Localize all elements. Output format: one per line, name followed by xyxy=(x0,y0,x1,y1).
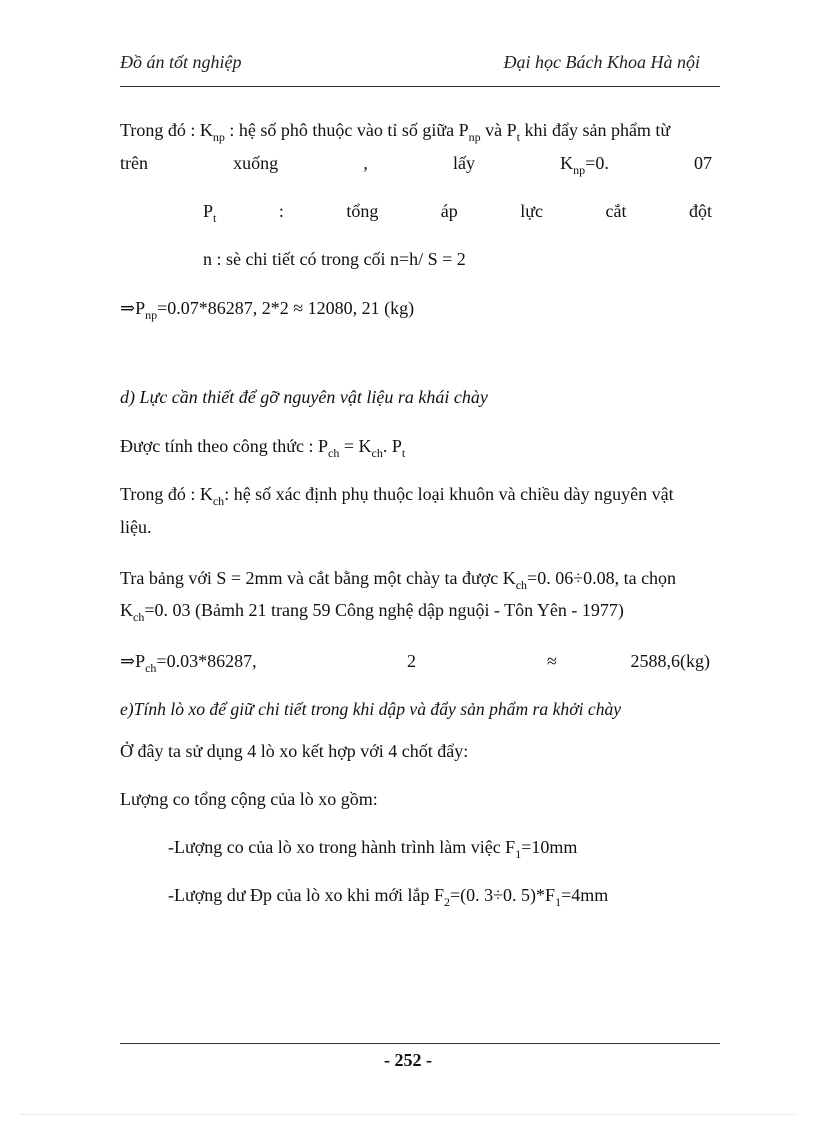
footer-rule xyxy=(120,1043,720,1044)
section-d-heading: d) Lực cần thiết để gỡ nguyên vật liệu ra khái chày xyxy=(120,387,488,407)
pch-result: $\Rightarrow P_{ch}=0.03*86287$, xyxy=(120,651,257,675)
spring-usage-line: Ở đây ta sử dụng 4 lò xo kết hợp với 4 chốt đẩy: xyxy=(120,741,469,761)
coefficient-knp-definition: Trong đó : $K_{np}$ : hệ số phô thuộc vào tỉ số giữa $P_{np}$ và $P_t$ khi đẩy sản phẩm từ xyxy=(120,120,671,144)
spring-item-preload: -Lượng dư Đp của lò xo khi mới lắp $F_2=(0$. 3÷0. $5)*F_1=4mm$ xyxy=(168,885,609,909)
pt-definition-line: $P_t$ : tổng áp lực cắt đột xyxy=(203,201,712,225)
page-bottom-edge xyxy=(20,1114,796,1115)
spring-item-working-stroke: -Lượng co của lò xo trong hành trình làm việc $F_1=10mm$ xyxy=(168,837,578,861)
header-left-title: Đồ án tốt nghiệp xyxy=(120,52,242,72)
kch-definition: Trong đó : $K_{ch}$: hệ số xác định phụ thuộc loại khuôn và chiều dày nguyên vật xyxy=(120,484,674,508)
kch-chosen-value: $K_{ch}=0$. 03 (Bảmh 21 trang 59 Công nghệ dập nguội - Tôn Yên - 1977) xyxy=(120,600,624,624)
header-right-title: Đại học Bách Khoa Hà nội xyxy=(503,52,700,72)
n-definition-line: n : sè chi tiết có trong cối n=h/ S = 2 xyxy=(203,249,466,269)
pch-result-value: 2588,6(kg) xyxy=(630,651,710,671)
pnp-result: $\Rightarrow P_{np}=0.07*86287$, 2*2 ≈ 12080, 21 (kg) xyxy=(120,298,415,322)
coefficient-knp-value-line: trên xuống , lấy $K_{np}=0$. 07 xyxy=(120,153,712,177)
pch-result-approx: ≈ xyxy=(547,651,557,671)
pch-formula: Được tính theo công thức : $P_{ch} = K_{ch}$. $P_t$ xyxy=(120,436,406,460)
section-e-heading: e)Tính lò xo để giữ chi tiết trong khi dập và đẩy sản phẩm ra khởi chày xyxy=(120,699,622,719)
spring-compression-intro: Lượng co tổng cộng của lò xo gồm: xyxy=(120,789,378,809)
kch-definition-continued: liệu. xyxy=(120,517,152,537)
header-rule xyxy=(120,86,720,87)
table-lookup-line: Tra bảng với S = 2mm và cắt bằng một chày ta được $K_{ch}=0$. 06÷0.08, ta chọn xyxy=(120,568,677,592)
pch-result-factor: 2 xyxy=(407,651,416,671)
page-number: - 252 - xyxy=(384,1050,432,1070)
